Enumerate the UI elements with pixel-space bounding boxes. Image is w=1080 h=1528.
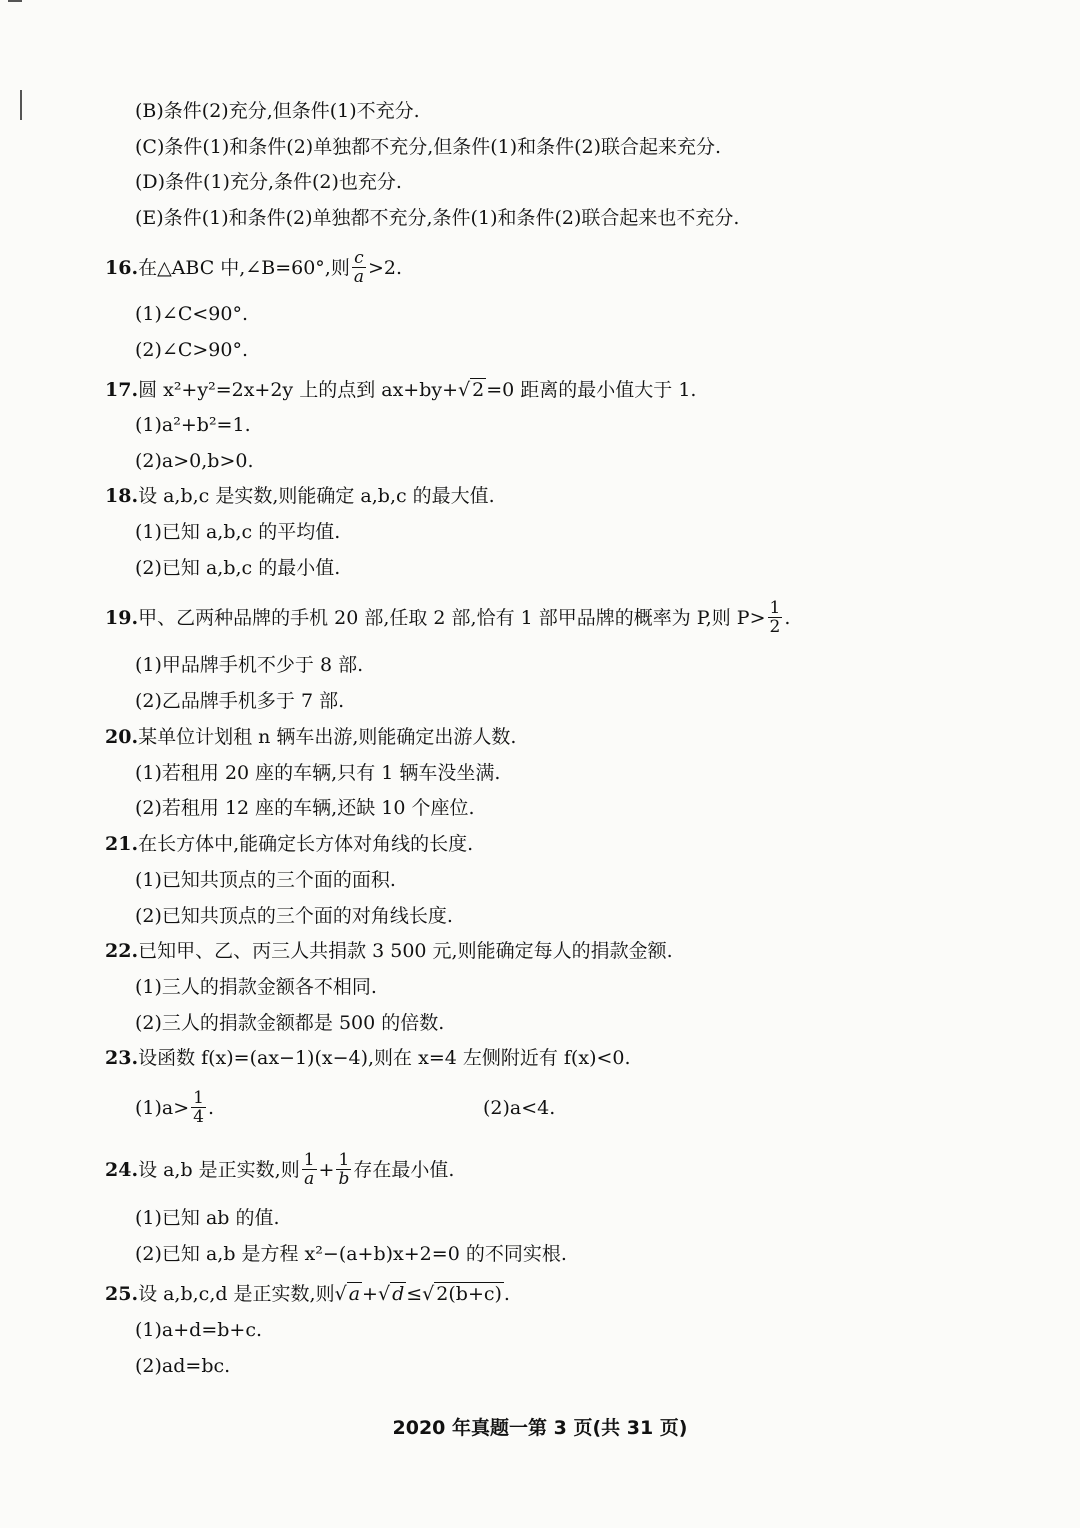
fraction [191,1089,206,1126]
option-e: (E)条件(1)和条件(2)单独都不充分,条件(1)和条件(2)联合起来也不充分. [135,207,740,229]
q20-condition-1: (1)若租用 20 座的车辆,只有 1 辆车没坐满. [135,762,501,784]
q19-condition-2: (2)乙品牌手机多于 7 部. [135,690,345,712]
condition-text-tail: . [208,1097,215,1119]
radicand: a [348,1283,361,1305]
question-25: 25.设 a,b,c,d 是正实数,则√ a +√ d ≤√ 2(b+c) . [105,1283,510,1305]
question-number: 16. [105,257,139,279]
option-d: (D)条件(1)充分,条件(2)也充分. [135,171,402,193]
question-18 [0,478,1080,514]
fraction-numerator: 1 [769,597,781,618]
q22-condition-2: (2)三人的捐款金额都是 500 的倍数. [135,1012,445,1034]
question-number: 19. [105,607,139,629]
question-16 [0,247,1080,287]
le-sign: ≤ [406,1283,423,1305]
question-number: 17. [105,379,139,401]
radicand: 2 [472,379,485,401]
q18-condition-2: (2)已知 a,b,c 的最小值. [135,557,341,579]
question-21 [0,826,1080,862]
question-number: 22. [105,940,139,962]
question-text-tail: =0 距离的最小值大于 1. [486,379,697,401]
q23-condition-1 [135,1087,215,1127]
fraction [302,1151,317,1188]
question-22 [0,933,1080,969]
option-c: (C)条件(1)和条件(2)单独都不充分,但条件(1)和条件(2)联合起来充分. [135,136,722,158]
q17-condition-2: (2)a>0,b>0. [135,450,254,472]
question-text: 在长方体中,能确定长方体对角线的长度. [138,833,474,855]
question-text: 圆 x²+y²=2x+2y 上的点到 ax+by+ [138,379,459,401]
fraction-denominator: b [338,1168,350,1189]
q16-condition-1: (1)∠C<90°. [135,303,249,325]
question-number: 23. [105,1047,139,1069]
q21-condition-2: (2)已知共顶点的三个面的对角线长度. [135,905,453,927]
q20-condition-2: (2)若租用 12 座的车辆,还缺 10 个座位. [135,797,475,819]
question-number: 25. [105,1283,139,1305]
question-number: 24. [105,1159,139,1181]
question-text-tail: . [784,607,791,629]
fraction-denominator: 4 [193,1106,204,1127]
question-text: 甲、乙两种品牌的手机 20 部,任取 2 部,恰有 1 部甲品牌的概率为 P,则 P> [138,607,766,629]
question-text: 某单位计划租 n 辆车出游,则能确定出游人数. [138,726,517,748]
fraction-numerator: 1 [303,1149,315,1170]
condition-text: (1)a> [135,1097,190,1119]
q25-condition-1: (1)a+d=b+c. [135,1319,263,1341]
page-footer: 2020 年真题一第 3 页(共 31 页) [392,1417,688,1439]
question-23 [0,1040,1080,1076]
question-text: 设 a,b,c 是实数,则能确定 a,b,c 的最大值. [138,485,495,507]
radicand: d [392,1283,405,1305]
fraction [352,249,366,286]
q25-condition-2: (2)ad=bc. [135,1355,231,1377]
question-19 [0,597,1080,637]
q21-condition-1: (1)已知共顶点的三个面的面积. [135,869,396,891]
q18-condition-1: (1)已知 a,b,c 的平均值. [135,521,341,543]
q23-condition-2: (2)a<4. [483,1097,556,1119]
fraction-numerator: 1 [336,1151,351,1170]
question-number: 21. [105,833,139,855]
fraction-denominator: a [353,266,364,287]
question-number: 20. [105,726,139,748]
fraction-numerator: c [352,249,366,268]
q22-condition-1: (1)三人的捐款金额各不相同. [135,976,377,998]
fraction [336,1151,351,1188]
question-text: 设 a,b,c,d 是正实数,则 [138,1283,335,1305]
radicand: 2(b+c) [436,1283,502,1305]
question-text-tail: . [503,1283,510,1305]
fraction [768,599,783,636]
question-24 [0,1149,1080,1189]
question-text-tail: >2. [368,257,403,279]
fraction-denominator: 2 [769,616,781,637]
q19-condition-1: (1)甲品牌手机不少于 8 部. [135,654,364,676]
question-text: 已知甲、乙、丙三人共捐款 3 500 元,则能确定每人的捐款金额. [138,940,673,962]
q16-condition-2: (2)∠C>90°. [135,339,249,361]
question-20 [0,719,1080,755]
fraction-numerator: 1 [193,1087,204,1108]
q23-conditions [0,1087,1080,1127]
plus-sign: + [318,1159,335,1181]
scan-mark-top-left [8,0,22,2]
question-text: 在△ABC 中,∠B=60°,则 [138,257,350,279]
q24-condition-2: (2)已知 a,b 是方程 x²−(a+b)x+2=0 的不同实根. [135,1243,567,1265]
option-b: (B)条件(2)充分,但条件(1)不充分. [135,100,420,122]
plus-sign: + [362,1283,378,1305]
question-number: 18. [105,485,139,507]
fraction-denominator: a [304,1168,315,1189]
q17-condition-1: (1)a²+b²=1. [135,414,251,436]
question-text-tail: 存在最小值. [353,1159,455,1181]
question-text: 设 a,b 是正实数,则 [138,1159,300,1181]
q24-condition-1: (1)已知 ab 的值. [135,1207,280,1229]
question-text: 设函数 f(x)=(ax−1)(x−4),则在 x=4 左侧附近有 f(x)<0. [138,1047,631,1069]
question-17: 17.圆 x²+y²=2x+2y 上的点到 ax+by+√ 2 =0 距离的最小值大于 1. [105,379,697,401]
